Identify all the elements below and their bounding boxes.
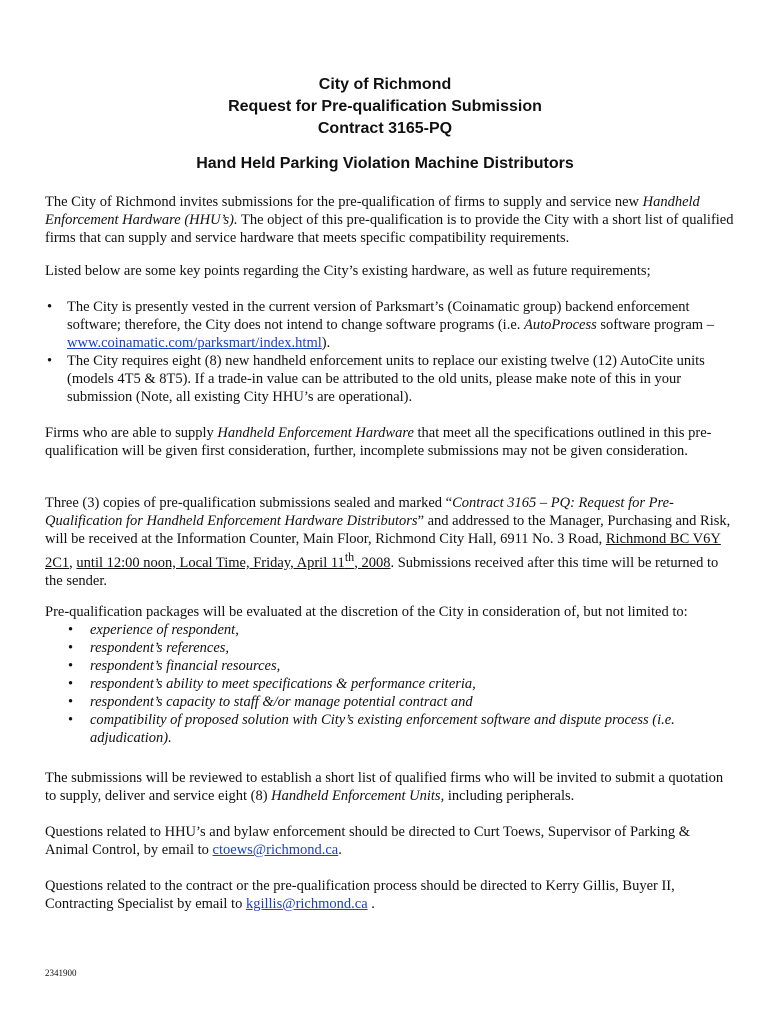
criterion-item: • experience of respondent,	[68, 621, 728, 639]
review-paragraph: The submissions will be reviewed to establish a short list of qualified firms who will be invited to submit a quotation to supply, deliver and service eight (8) Handheld Enforcement Units, including peripherals.	[45, 770, 724, 804]
key-point-software: • The City is presently vested in the current version of Parksmart’s (Coinamatic group) backend enforcement software; therefore, the City does not intend to change software programs (i.e. AutoProcess software program – www.coinamatic.com/parksmart/index.html).	[45, 298, 735, 352]
request-heading: Request for Pre-qualification Submission	[228, 98, 542, 115]
firms-paragraph: Firms who are able to supply Handheld Enforcement Hardware that meet all the specifications outlined in this pre-qualification will be given first consideration, further, incomplete submissions may not be given consideration.	[45, 425, 712, 459]
criterion-item: • respondent’s ability to meet specifications & performance criteria,	[68, 675, 728, 693]
parksmart-link[interactable]: www.coinamatic.com/parksmart/index.html	[67, 335, 322, 351]
key-point-units: • The City requires eight (8) new handheld enforcement units to replace our existing twelve (12) AutoCite units (models 4T5 & 8T5). If a trade-in value can be attributed to the old units, please make note of this in your submission (Note, all existing City HHU’s are operational).	[45, 352, 735, 406]
criterion-item: • respondent’s capacity to staff &/or manage potential contract and	[68, 693, 728, 711]
evaluation-intro: Pre-qualification packages will be evaluated at the discretion of the City in consideration of, but not limited to:	[45, 604, 688, 620]
document-code: 2341900	[45, 968, 77, 978]
criterion-item: • compatibility of proposed solution with City’s existing enforcement software and dispute process (i.e. adjudication).	[68, 711, 728, 747]
kgillis-email-link[interactable]: kgillis@richmond.ca	[245, 896, 368, 912]
hhu-contact-paragraph: Questions related to HHU’s and bylaw enforcement should be directed to Curt Toews, Supervisor of Parking & Animal Control, by email to ctoews@richmond.ca.	[45, 824, 691, 858]
criterion-item: • respondent’s financial resources,	[68, 657, 728, 675]
contract-contact-paragraph: Questions related to the contract or the pre-qualification process should be directed to Kerry Gillis, Buyer II, Contracting Specialist by email to kgillis@richmond.ca .	[45, 878, 675, 912]
key-points-list	[45, 298, 735, 406]
evaluation-criteria-list	[68, 621, 728, 747]
criterion-item: • respondent’s references,	[68, 639, 728, 657]
key-points-intro: Listed below are some key points regarding the City’s existing hardware, as well as future requirements;	[45, 263, 651, 279]
intro-paragraph: The City of Richmond invites submissions for the pre-qualification of firms to supply and service new Handheld Enforcement Hardware (HHU’s). The object of this pre-qualification is to provide the City with a short list of qualified firms that can supply and service hardware that meets specific compatibility requirements.	[45, 194, 734, 246]
title-heading: Hand Held Parking Violation Machine Distributors	[196, 155, 574, 172]
contract-heading: Contract 3165-PQ	[317, 120, 453, 137]
ctoews-email-link[interactable]: ctoews@richmond.ca	[212, 842, 339, 858]
submission-paragraph: Three (3) copies of pre-qualification submissions sealed and marked “Contract 3165 – PQ: Request for Pre-Qualification for Handheld Enforcement Hardware Distributors” and addressed to the Manager, Purchasing and Risk, will be received at the Information Counter, Main Floor, Richmond City Hall, 6911 No. 3 Road, Richmond BC V6Y 2C1, until 12:00 noon, Local Time, Friday, April 11th, 2008. Submissions received after this time will be returned to the sender.	[45, 495, 731, 589]
org-heading: City of Richmond	[318, 76, 452, 93]
